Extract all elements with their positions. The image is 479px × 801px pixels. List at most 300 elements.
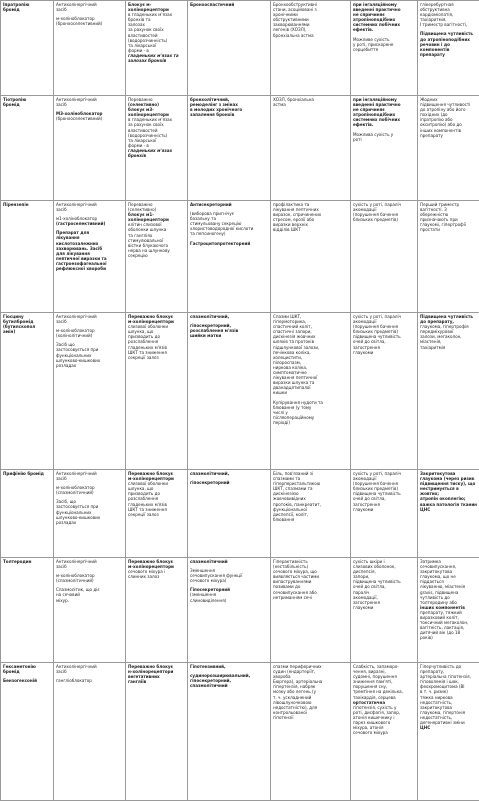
cell-line: Гіпосекреторний bbox=[190, 587, 268, 592]
cell-line: простати bbox=[420, 227, 477, 232]
cell-line: підвищена чутливість bbox=[353, 491, 415, 496]
cell-line: глаукомі, гіпертрофії bbox=[420, 222, 477, 227]
cell-line: засіб bbox=[56, 564, 123, 569]
cell-line: відділів ШКТ bbox=[273, 227, 348, 232]
cell-line: (холінолітичний) bbox=[56, 333, 123, 338]
cell-line: ефектів. bbox=[353, 122, 415, 127]
cell-line: застосовується при bbox=[56, 347, 123, 352]
cell-line: дискінезія жовчних bbox=[273, 334, 348, 339]
cell-line: м-холінорецептори bbox=[128, 476, 185, 481]
cell-line: м1-холіноблокатор bbox=[56, 216, 123, 221]
cell-line: недостатність, bbox=[420, 715, 477, 720]
cell-line: Антихолінергічний bbox=[56, 314, 123, 319]
cell-line: бронхіальна астма bbox=[273, 33, 348, 38]
cell-line: очей до світла, bbox=[353, 339, 415, 344]
cell-line: артеріальна гіпотензія, bbox=[420, 674, 477, 679]
contraindications-cell bbox=[418, 470, 479, 558]
cell-line: атонія кишечнику і bbox=[353, 715, 415, 720]
cell-line: захворюваннями bbox=[273, 22, 348, 27]
cell-line: рефлюксної хвороби bbox=[56, 266, 123, 271]
cell-line: (бронхоселективний) bbox=[56, 116, 123, 121]
cell-line: очей до світла, bbox=[353, 584, 415, 589]
cell-line: глаукома, що не bbox=[420, 574, 477, 579]
cell-line: секреції залоз bbox=[128, 355, 185, 360]
cell-line: глаукоми bbox=[353, 350, 415, 355]
cell-line: блювання bbox=[273, 517, 348, 522]
cell-line: Слабкість, запаморо- bbox=[353, 664, 415, 669]
cell-line: властивостей bbox=[128, 128, 185, 133]
mechanism-cell bbox=[126, 201, 188, 313]
drug-name-cell bbox=[1, 96, 54, 201]
cell-line: гангліоблокатор bbox=[56, 678, 123, 683]
cell-line: виразковий коліт, bbox=[420, 615, 477, 620]
cell-line: підвищення тиску), що bbox=[420, 481, 477, 486]
cell-line: м-холіноблокатор bbox=[56, 16, 123, 21]
contraindications-cell bbox=[418, 663, 479, 801]
cell-line: для лікування bbox=[56, 251, 123, 256]
cell-line: не спричиняє bbox=[353, 107, 415, 112]
cell-line: оболонки шлунка bbox=[128, 227, 185, 232]
cell-line: засіб bbox=[56, 7, 123, 12]
cell-line: років) bbox=[420, 635, 477, 640]
cell-line: очей до світла, bbox=[353, 496, 415, 501]
effects-cell bbox=[188, 470, 271, 558]
cell-line: тремтіння на декілька, bbox=[353, 689, 415, 694]
cell-line: Гіперчутливість до bbox=[420, 664, 477, 669]
cell-line: на сечовий bbox=[56, 592, 123, 597]
cell-line: акомодації bbox=[353, 476, 415, 481]
cell-line: печінкова коліка, bbox=[273, 350, 348, 355]
cell-line: хвороба bbox=[273, 674, 348, 679]
cell-line: Переважно блокує bbox=[128, 471, 185, 476]
cell-line: судин (ендартеріїт, bbox=[273, 669, 348, 674]
cell-line: періоді) bbox=[273, 420, 348, 425]
cell-line: клітин слизової bbox=[128, 222, 185, 227]
mechanism-cell bbox=[126, 470, 188, 558]
cell-line: дитячий вік (до 18 bbox=[420, 630, 477, 635]
cell-line: глаукома, гіпертрофія bbox=[420, 324, 477, 329]
cell-line: (селективно) bbox=[128, 102, 185, 107]
cell-line: шлунка, що bbox=[128, 329, 185, 334]
cell-line: м-холінорецептори bbox=[128, 319, 185, 324]
cell-line: сухість у роті, параліч bbox=[353, 202, 415, 207]
cell-line: спастичний коліт, bbox=[273, 324, 348, 329]
cell-line: (нестабільність) bbox=[273, 564, 348, 569]
table-row bbox=[1, 663, 479, 801]
contraindications-cell bbox=[418, 1, 479, 96]
cell-line: чутливість до толтеродину або bbox=[420, 595, 477, 605]
cell-line: м-холіноблокатор bbox=[56, 573, 123, 578]
cell-line: м-холіноблокатор bbox=[56, 328, 123, 333]
cell-line: залозах bbox=[128, 22, 185, 27]
cell-line: слинних залоз bbox=[128, 574, 185, 579]
cell-line: загострення bbox=[353, 600, 415, 605]
cell-line: (селективно) bbox=[128, 207, 185, 212]
cell-line: системних побічних bbox=[353, 117, 415, 122]
side-effects-cell bbox=[351, 96, 418, 201]
cell-line: сухість шкіри і bbox=[353, 559, 415, 564]
cell-line: секрецію bbox=[128, 253, 185, 258]
effects-cell bbox=[188, 201, 271, 313]
side-effects-cell bbox=[351, 558, 418, 663]
cell-line: холецистити, bbox=[273, 355, 348, 360]
cell-line: Жодних bbox=[420, 97, 477, 102]
cell-line: Блокує м- bbox=[128, 2, 185, 7]
cell-line: порушення сну, bbox=[353, 684, 415, 689]
cell-line: препарату, тяжкий bbox=[420, 610, 477, 615]
cell-line: диспепсії, коліт, bbox=[273, 512, 348, 517]
cell-line: підвищення чутливості bbox=[420, 102, 477, 107]
cell-line: та лікарської bbox=[128, 43, 185, 48]
cell-line: Купірування нудоти та bbox=[273, 400, 348, 405]
cell-line: Бронхообструктивні bbox=[273, 2, 348, 7]
cell-line: амін) bbox=[3, 329, 51, 334]
cell-line: гіпосекреторний, bbox=[190, 323, 268, 328]
cell-line: міхура, атонія bbox=[353, 725, 415, 730]
cell-line: гладеньких м'язах та bbox=[128, 53, 185, 58]
cell-line: вагітність, лактація, bbox=[420, 625, 477, 630]
cell-line: Переважно блокує bbox=[128, 559, 185, 564]
cell-line: спазми периферичних bbox=[273, 664, 348, 669]
cell-line: гіпертензія, набряк bbox=[273, 684, 348, 689]
cell-line: гастроезофагеальної bbox=[56, 261, 123, 266]
cell-line: при інгаляційному bbox=[353, 97, 415, 102]
cell-line: слизової оболонки bbox=[128, 324, 185, 329]
table-row bbox=[1, 201, 479, 313]
cell-line: в гладеньких м'язах bbox=[128, 117, 185, 122]
cell-line: кардіоміопатія, bbox=[420, 12, 477, 17]
cell-line: роті, дисфагія, запор, bbox=[353, 710, 415, 715]
cell-line: недостатність, bbox=[420, 700, 477, 705]
table-row bbox=[1, 96, 479, 201]
cell-line: ШКТ, спазмами та bbox=[273, 486, 348, 491]
cell-line: Гіперактивність bbox=[273, 559, 348, 564]
cell-line: кислотозалежних bbox=[56, 241, 123, 246]
indications-cell bbox=[271, 663, 351, 801]
cell-line: астма bbox=[273, 102, 348, 107]
cell-line: до атропіну або його bbox=[420, 107, 477, 112]
cell-line: гіпотензії bbox=[273, 715, 348, 720]
contraindications-cell bbox=[418, 558, 479, 663]
drug-name-cell bbox=[1, 558, 54, 663]
cell-line: (водорозчинність) bbox=[128, 133, 185, 138]
cell-line: закритокутова bbox=[420, 569, 477, 574]
cell-line: недостатністю), для bbox=[273, 705, 348, 710]
side-effects-cell bbox=[351, 663, 418, 801]
cell-line: нестримується в жовтих; bbox=[420, 486, 477, 496]
cell-line: дегенеративні зміни bbox=[420, 720, 477, 725]
cell-line: блювання (у тому bbox=[273, 405, 348, 410]
cell-line: гіповолемія і шок, bbox=[420, 679, 477, 684]
cell-line: (бронхоселективний) bbox=[56, 21, 123, 26]
cell-line: загострення bbox=[353, 502, 415, 507]
mechanism-cell bbox=[126, 313, 188, 470]
indications-cell bbox=[271, 201, 351, 313]
group-cell bbox=[54, 558, 126, 663]
drug-name-cell bbox=[1, 470, 54, 558]
table-row bbox=[1, 558, 479, 663]
cell-line: препарату bbox=[420, 52, 477, 57]
cell-line: сечового міхура і bbox=[128, 569, 185, 574]
cell-line: Антихолінергічний bbox=[56, 2, 123, 7]
cell-line: спазмолітичний, bbox=[190, 314, 268, 319]
cell-line: введенні практично bbox=[353, 102, 415, 107]
cell-line: сухість у роті, параліч bbox=[353, 471, 415, 476]
effects-cell bbox=[188, 1, 271, 96]
cell-line: сечового міхура) bbox=[190, 578, 268, 583]
drug-name-cell bbox=[1, 663, 54, 801]
cell-line: Гастроцитопротекторний bbox=[190, 241, 268, 246]
cell-line: міастенія, bbox=[420, 339, 477, 344]
cell-line: Пірензепін bbox=[3, 202, 51, 207]
cell-line: кишки bbox=[273, 390, 348, 395]
cell-line: захворювань. Засіб bbox=[56, 246, 123, 251]
cell-line: роті bbox=[353, 137, 415, 142]
cell-line: шляхів та протоків bbox=[273, 339, 348, 344]
side-effects-cell bbox=[351, 201, 418, 313]
cell-line: т. ч. ускладнений bbox=[273, 695, 348, 700]
cell-line: гладеньких м'язів bbox=[128, 502, 185, 507]
cell-line: стани, асоційовані з bbox=[273, 7, 348, 12]
cell-line: лікуванню, міастенія bbox=[420, 584, 477, 589]
cell-line: лівошлуночковою bbox=[273, 700, 348, 705]
cell-line: жовчовивідних bbox=[273, 496, 348, 501]
cell-line: спазмами та bbox=[273, 476, 348, 481]
cell-line: ШКТ та зниження bbox=[128, 507, 185, 512]
cell-line: (спазмолітичний) bbox=[56, 578, 123, 583]
group-cell bbox=[54, 96, 126, 201]
cell-line: гіпотензія, сухість у bbox=[353, 705, 415, 710]
cell-line: запалення бронхів bbox=[190, 112, 268, 117]
cell-line: розслаблення bbox=[128, 496, 185, 501]
cell-line: вегетативних bbox=[128, 674, 185, 679]
cell-line: ниркова коліка, bbox=[273, 365, 348, 370]
cell-line: ЦНС bbox=[420, 725, 477, 730]
cell-line: стресом, ерозії або bbox=[273, 217, 348, 222]
cell-line: Біль, пов'язаний зі bbox=[273, 471, 348, 476]
cell-line: препарату, bbox=[420, 669, 477, 674]
effects-cell bbox=[188, 663, 271, 801]
cell-line: інших компонентів bbox=[420, 605, 477, 610]
cell-line: важка патологія тканин ЦНС bbox=[420, 502, 477, 512]
cell-line: холінорецептори bbox=[128, 112, 185, 117]
cell-line: феохромоцитома (ВІ bbox=[420, 684, 477, 689]
cell-line: пептичної виразки та bbox=[56, 256, 123, 261]
cell-line: Антихолінергічний bbox=[56, 97, 123, 102]
cell-line: атропіноподібних bbox=[353, 17, 415, 22]
cell-line: Прифінію бромід bbox=[3, 471, 51, 476]
cell-line: спазмолітичний bbox=[190, 683, 268, 688]
cell-line: акомодації bbox=[353, 319, 415, 324]
cell-line: судинорозширювальний, bbox=[190, 673, 268, 678]
cell-line: виразки верхніх bbox=[273, 222, 348, 227]
cell-line: М3-холіноблокатор bbox=[56, 111, 123, 116]
cell-line: в гладеньких м'язах bbox=[128, 12, 185, 17]
contraindications-cell bbox=[418, 201, 479, 313]
cell-line: бутилбромід bbox=[3, 319, 51, 324]
cell-line: Підвищена чутливість bbox=[420, 31, 477, 36]
cell-line: Іпратропію bbox=[3, 2, 51, 7]
cell-line: хлористоводородної кислоти bbox=[190, 226, 268, 231]
cell-line: спастичні запори, bbox=[273, 329, 348, 334]
cell-line: Перший триместр bbox=[420, 202, 477, 207]
cell-line: (гастроселективний) bbox=[56, 221, 123, 226]
cell-line: Тіотропію bbox=[3, 97, 51, 102]
cell-line: гладеньких м'язів bbox=[128, 345, 185, 350]
cell-line: глаукома (через ризик bbox=[420, 476, 477, 481]
cell-line: (бутилскопол bbox=[3, 324, 51, 329]
cell-line: виразки шлунка та bbox=[273, 380, 348, 385]
cell-line: дискінезією bbox=[273, 491, 348, 496]
cell-line: введенні практично bbox=[353, 7, 415, 12]
cell-line: м-холіноблокатор bbox=[56, 485, 123, 490]
cell-line: спазмолітичний, bbox=[190, 471, 268, 476]
cell-line: виразок, спричинених bbox=[273, 212, 348, 217]
cell-line: лікування пептичної bbox=[273, 375, 348, 380]
effects-cell bbox=[188, 313, 271, 470]
cell-line: міхур. bbox=[56, 598, 123, 603]
contraindications-cell bbox=[418, 96, 479, 201]
cell-line: виявляється частими bbox=[273, 574, 348, 579]
cell-line: ортостатична bbox=[353, 700, 415, 705]
cell-line: підшлункової залози, bbox=[273, 345, 348, 350]
cell-line: ХОЗЛ, бронхіальна bbox=[273, 97, 348, 102]
cell-line: загострення bbox=[353, 345, 415, 350]
drug-name-cell bbox=[1, 201, 54, 313]
indications-cell bbox=[271, 96, 351, 201]
group-cell bbox=[54, 470, 126, 558]
cell-line: призводить до bbox=[128, 334, 185, 339]
cell-line: та пепсиногену) bbox=[190, 231, 268, 236]
cell-line: обструктивна bbox=[420, 7, 477, 12]
cell-line: серцебиття bbox=[353, 47, 415, 52]
cell-line: глаукоми bbox=[353, 507, 415, 512]
cell-line: передміхурової bbox=[420, 329, 477, 334]
cell-line: глаукоми bbox=[353, 605, 415, 610]
cell-line: Толтеродин bbox=[3, 559, 51, 564]
cell-line: симптоматичне bbox=[273, 370, 348, 375]
cell-line: тахіаритмія bbox=[420, 345, 477, 350]
cell-line: за рахунок своїх bbox=[128, 27, 185, 32]
cell-line: Бронхоспастичний bbox=[190, 2, 268, 7]
cell-line: Спазми ШКТ, bbox=[273, 314, 348, 319]
cell-line: Антихолінергічний bbox=[56, 664, 123, 669]
cell-line: профілактика та bbox=[273, 202, 348, 207]
cell-line: нетриманням сечі bbox=[273, 595, 348, 600]
cell-line: тяжка ниркова bbox=[420, 695, 477, 700]
cell-line: Можливе сухість bbox=[353, 37, 415, 42]
cell-line: акомодації bbox=[353, 207, 415, 212]
cell-line: диспепсія, bbox=[353, 569, 415, 574]
cell-line: глаукома, гіпертонія bbox=[420, 710, 477, 715]
cell-line: стимульовану секрецію bbox=[190, 221, 268, 226]
cell-line: Гексаметонію bbox=[3, 664, 51, 669]
cell-line: холінорецептори bbox=[128, 217, 185, 222]
cell-line: засіб bbox=[56, 476, 123, 481]
cell-line: Переважно блокує bbox=[128, 664, 185, 669]
cell-line: акомодації, bbox=[353, 595, 415, 600]
cell-line: форми - в bbox=[128, 48, 185, 53]
cell-line: Антихолінергічний bbox=[56, 202, 123, 207]
cell-line: числі у bbox=[273, 410, 348, 415]
cell-line: (виборова пригнічує bbox=[190, 211, 268, 216]
cell-line: залози, мегаколон, bbox=[420, 334, 477, 339]
cell-line: не спричиняє bbox=[353, 12, 415, 17]
table-row bbox=[1, 1, 479, 96]
cell-line: розладах bbox=[56, 520, 123, 525]
cell-line: блокує м3- bbox=[128, 107, 185, 112]
mechanism-cell bbox=[126, 96, 188, 201]
drug-name-cell bbox=[1, 313, 54, 470]
cell-line: спазмолітичний bbox=[190, 559, 268, 564]
cell-line: близьких предметів) bbox=[353, 217, 415, 222]
cell-line: Антихолінергічний bbox=[56, 559, 123, 564]
cell-line: іпратропію або bbox=[420, 117, 477, 122]
cell-line: форми - в bbox=[128, 143, 185, 148]
cell-line: Гіпотензивний, bbox=[190, 664, 268, 669]
cell-line: шийки матки bbox=[190, 333, 268, 338]
cell-line: бронхолітичний, bbox=[190, 97, 268, 102]
cell-line: та лікарської bbox=[128, 138, 185, 143]
cell-line: до атропіноподібних bbox=[420, 37, 477, 42]
cell-line: в т. ч. ризик) bbox=[420, 689, 477, 694]
cell-line: гіпермоторика, bbox=[273, 319, 348, 324]
group-cell bbox=[54, 1, 126, 96]
cell-line: м-холінорецептори bbox=[128, 564, 185, 569]
cell-line: слизових оболонок, bbox=[353, 564, 415, 569]
cell-line: бронхів bbox=[128, 153, 185, 158]
group-cell bbox=[54, 313, 126, 470]
contraindications-cell bbox=[418, 313, 479, 470]
cell-line: блокує м1- bbox=[128, 212, 185, 217]
table-body bbox=[1, 1, 479, 801]
cell-line: при інгаляційному bbox=[353, 2, 415, 7]
cell-line: закритокутова bbox=[420, 705, 477, 710]
cell-line: глікеребуртная bbox=[420, 2, 477, 7]
cell-line: Антихолінергічний bbox=[56, 471, 123, 476]
cell-line: функціональних bbox=[56, 510, 123, 515]
cell-line: функціональної bbox=[273, 507, 348, 512]
group-cell bbox=[54, 663, 126, 801]
mechanism-cell bbox=[126, 1, 188, 96]
cell-line: випаструваннями bbox=[273, 579, 348, 584]
cell-line: функціональних bbox=[56, 353, 123, 358]
cell-line: зниження пам'яті, bbox=[353, 679, 415, 684]
cell-line: засіб bbox=[56, 319, 123, 324]
cell-line: підвищена чутливість bbox=[353, 579, 415, 584]
side-effects-cell bbox=[351, 1, 418, 96]
mechanism-cell bbox=[126, 558, 188, 663]
cell-line: параліч bbox=[353, 590, 415, 595]
cell-line: препарату bbox=[420, 133, 477, 138]
cell-line: Бензогексоній bbox=[3, 678, 51, 683]
cell-line: бромід bbox=[3, 7, 51, 12]
cell-line: gravis, підвищена bbox=[420, 590, 477, 595]
cell-line: тахіаритмія, bbox=[420, 17, 477, 22]
cell-line: (порушення бачення bbox=[353, 481, 415, 486]
cell-line: підвищена чутливість bbox=[353, 334, 415, 339]
cell-line: Переважно блокує bbox=[128, 314, 185, 319]
cell-line: Затримка bbox=[420, 559, 477, 564]
cell-line: гіперперистальтикою bbox=[273, 481, 348, 486]
cell-line: піддається bbox=[420, 579, 477, 584]
cell-line: мозку або легень (у bbox=[273, 689, 348, 694]
cell-line: стимулювальної bbox=[128, 238, 185, 243]
cell-line: вагітності. З bbox=[420, 207, 477, 212]
cell-line: близьких предметів) bbox=[353, 486, 415, 491]
cell-line: залозах бронхів bbox=[128, 58, 185, 63]
cell-line: нерва на шлункову bbox=[128, 248, 185, 253]
